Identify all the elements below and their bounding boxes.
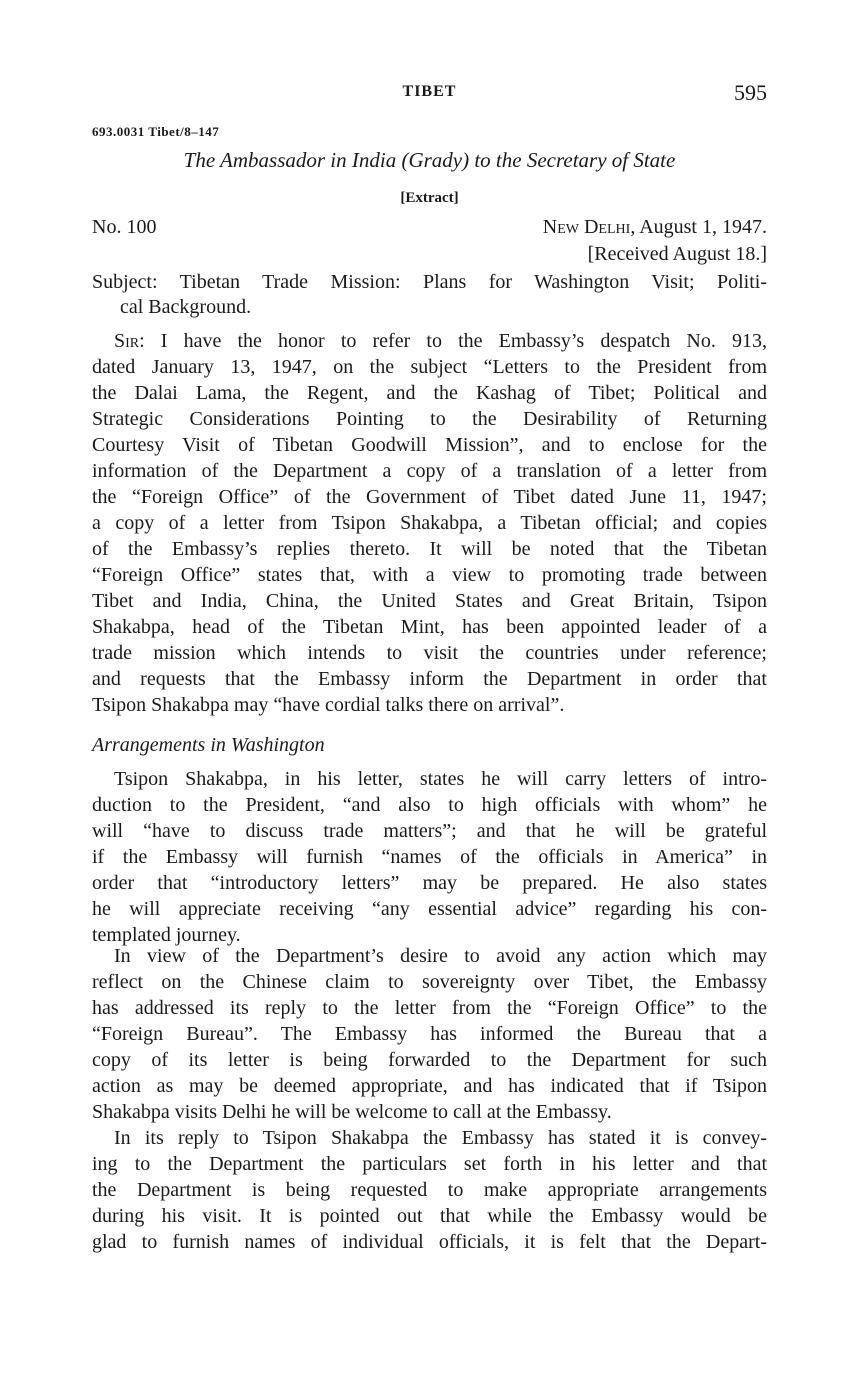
paragraph-embassy-reply	[92, 1125, 767, 1255]
salutation: Sir	[114, 330, 140, 352]
extract-label: [Extract]	[400, 190, 459, 206]
paragraph-line: the “Foreign Office” of the Government of Tibet dated June 11, 1947;	[92, 486, 767, 508]
paragraph-line: ing to the Department the particulars set forth in his letter and that	[92, 1153, 767, 1175]
paragraph-line: if the Embassy will furnish “names of the officials in America” in	[92, 846, 767, 868]
paragraph-line: templated journey.	[92, 924, 241, 946]
paragraph-line: a copy of a letter from Tsipon Shakabpa, a Tibetan official; and copies	[92, 512, 767, 534]
paragraph-line: Tsipon Shakabpa, in his letter, states he will carry letters of intro-	[114, 768, 767, 790]
date: , August 1, 1947.	[630, 216, 767, 238]
document-title: The Ambassador in India (Grady) to the Secretary of State	[183, 148, 676, 172]
paragraph-line: Shakabpa, head of the Tibetan Mint, has been appointed leader of a	[92, 616, 767, 638]
paragraph-line: will “have to discuss trade matters”; and that he will be grateful	[92, 820, 767, 842]
paragraph-line: copy of its letter is being forwarded to the Department for such	[92, 1049, 767, 1071]
paragraph-line: the Department is being requested to make appropriate arrangements	[92, 1179, 767, 1201]
paragraph-line: and requests that the Embassy inform the Department in order that	[92, 668, 767, 690]
paragraph-line: duction to the President, “and also to high officials with whom” he	[92, 794, 767, 816]
paragraph-line: In view of the Department’s desire to avoid any action which may	[114, 945, 767, 967]
paragraph-line-text: : I have the honor to refer to the Embassy’s despatch No. 913,	[139, 330, 767, 352]
paragraph-introduction	[92, 328, 767, 718]
running-header	[92, 80, 767, 108]
received-date: [Received August 18.]	[587, 243, 767, 265]
document-page	[92, 0, 767, 1379]
paragraph-line: information of the Department a copy of a translation of a letter from	[92, 460, 767, 482]
paragraph-line: “Foreign Office” states that, with a view to promoting trade between	[92, 564, 767, 586]
paragraph-line: of the Embassy’s replies thereto. It will be noted that the Tibetan	[92, 538, 767, 560]
paragraph-line: has addressed its reply to the letter from the “Foreign Office” to the	[92, 997, 767, 1019]
paragraph-line: Tibet and India, China, the United States and Great Britain, Tsipon	[92, 590, 767, 612]
paragraph-line: trade mission which intends to visit the countries under reference;	[92, 642, 767, 664]
paragraph-line: Tsipon Shakabpa may “have cordial talks there on arrival”.	[92, 694, 565, 716]
paragraph-line: action as may be deemed appropriate, and has indicated that if Tsipon	[92, 1075, 767, 1097]
paragraph-line: the Dalai Lama, the Regent, and the Kashag of Tibet; Political and	[92, 382, 767, 404]
paragraph-shakabpa-letter	[92, 766, 767, 948]
page-number: 595	[734, 80, 767, 105]
subject-line	[92, 270, 767, 320]
paragraph-line: reflect on the Chinese claim to sovereignty over Tibet, the Embassy	[92, 971, 767, 993]
subject-line-1: Subject: Tibetan Trade Mission: Plans for Washington Visit; Politi-	[92, 271, 767, 293]
running-title: TIBET	[402, 83, 457, 100]
paragraph-line: Shakabpa visits Delhi he will be welcome to call at the Embassy.	[92, 1101, 612, 1123]
despatch-number: No. 100	[92, 216, 157, 238]
paragraph-line: order that “introductory letters” may be prepared. He also states	[92, 872, 767, 894]
paragraph-line: In its reply to Tsipon Shakabpa the Embassy has stated it is convey-	[114, 1127, 767, 1149]
paragraph-line	[92, 328, 767, 354]
place: New Delhi	[542, 216, 631, 238]
place-and-date	[543, 216, 767, 239]
paragraph-line: during his visit. It is pointed out that while the Embassy would be	[92, 1205, 767, 1227]
paragraph-line: Strategic Considerations Pointing to the Desirability of Returning	[92, 408, 767, 430]
section-heading: Arrangements in Washington	[92, 734, 325, 756]
paragraph-line: glad to furnish names of individual officials, it is felt that the Depart-	[92, 1231, 767, 1253]
subject-line-2: cal Background.	[120, 296, 252, 318]
paragraph-line: he will appreciate receiving “any essential advice” regarding his con-	[92, 898, 767, 920]
paragraph-line: “Foreign Bureau”. The Embassy has informed the Bureau that a	[92, 1023, 767, 1045]
paragraph-line: dated January 13, 1947, on the subject “Letters to the President from	[92, 356, 767, 378]
paragraph-line: Courtesy Visit of Tibetan Goodwill Mission”, and to enclose for the	[92, 434, 767, 456]
file-reference: 693.0031 Tibet/8–147	[92, 124, 220, 139]
paragraph-department-desire	[92, 943, 767, 1125]
